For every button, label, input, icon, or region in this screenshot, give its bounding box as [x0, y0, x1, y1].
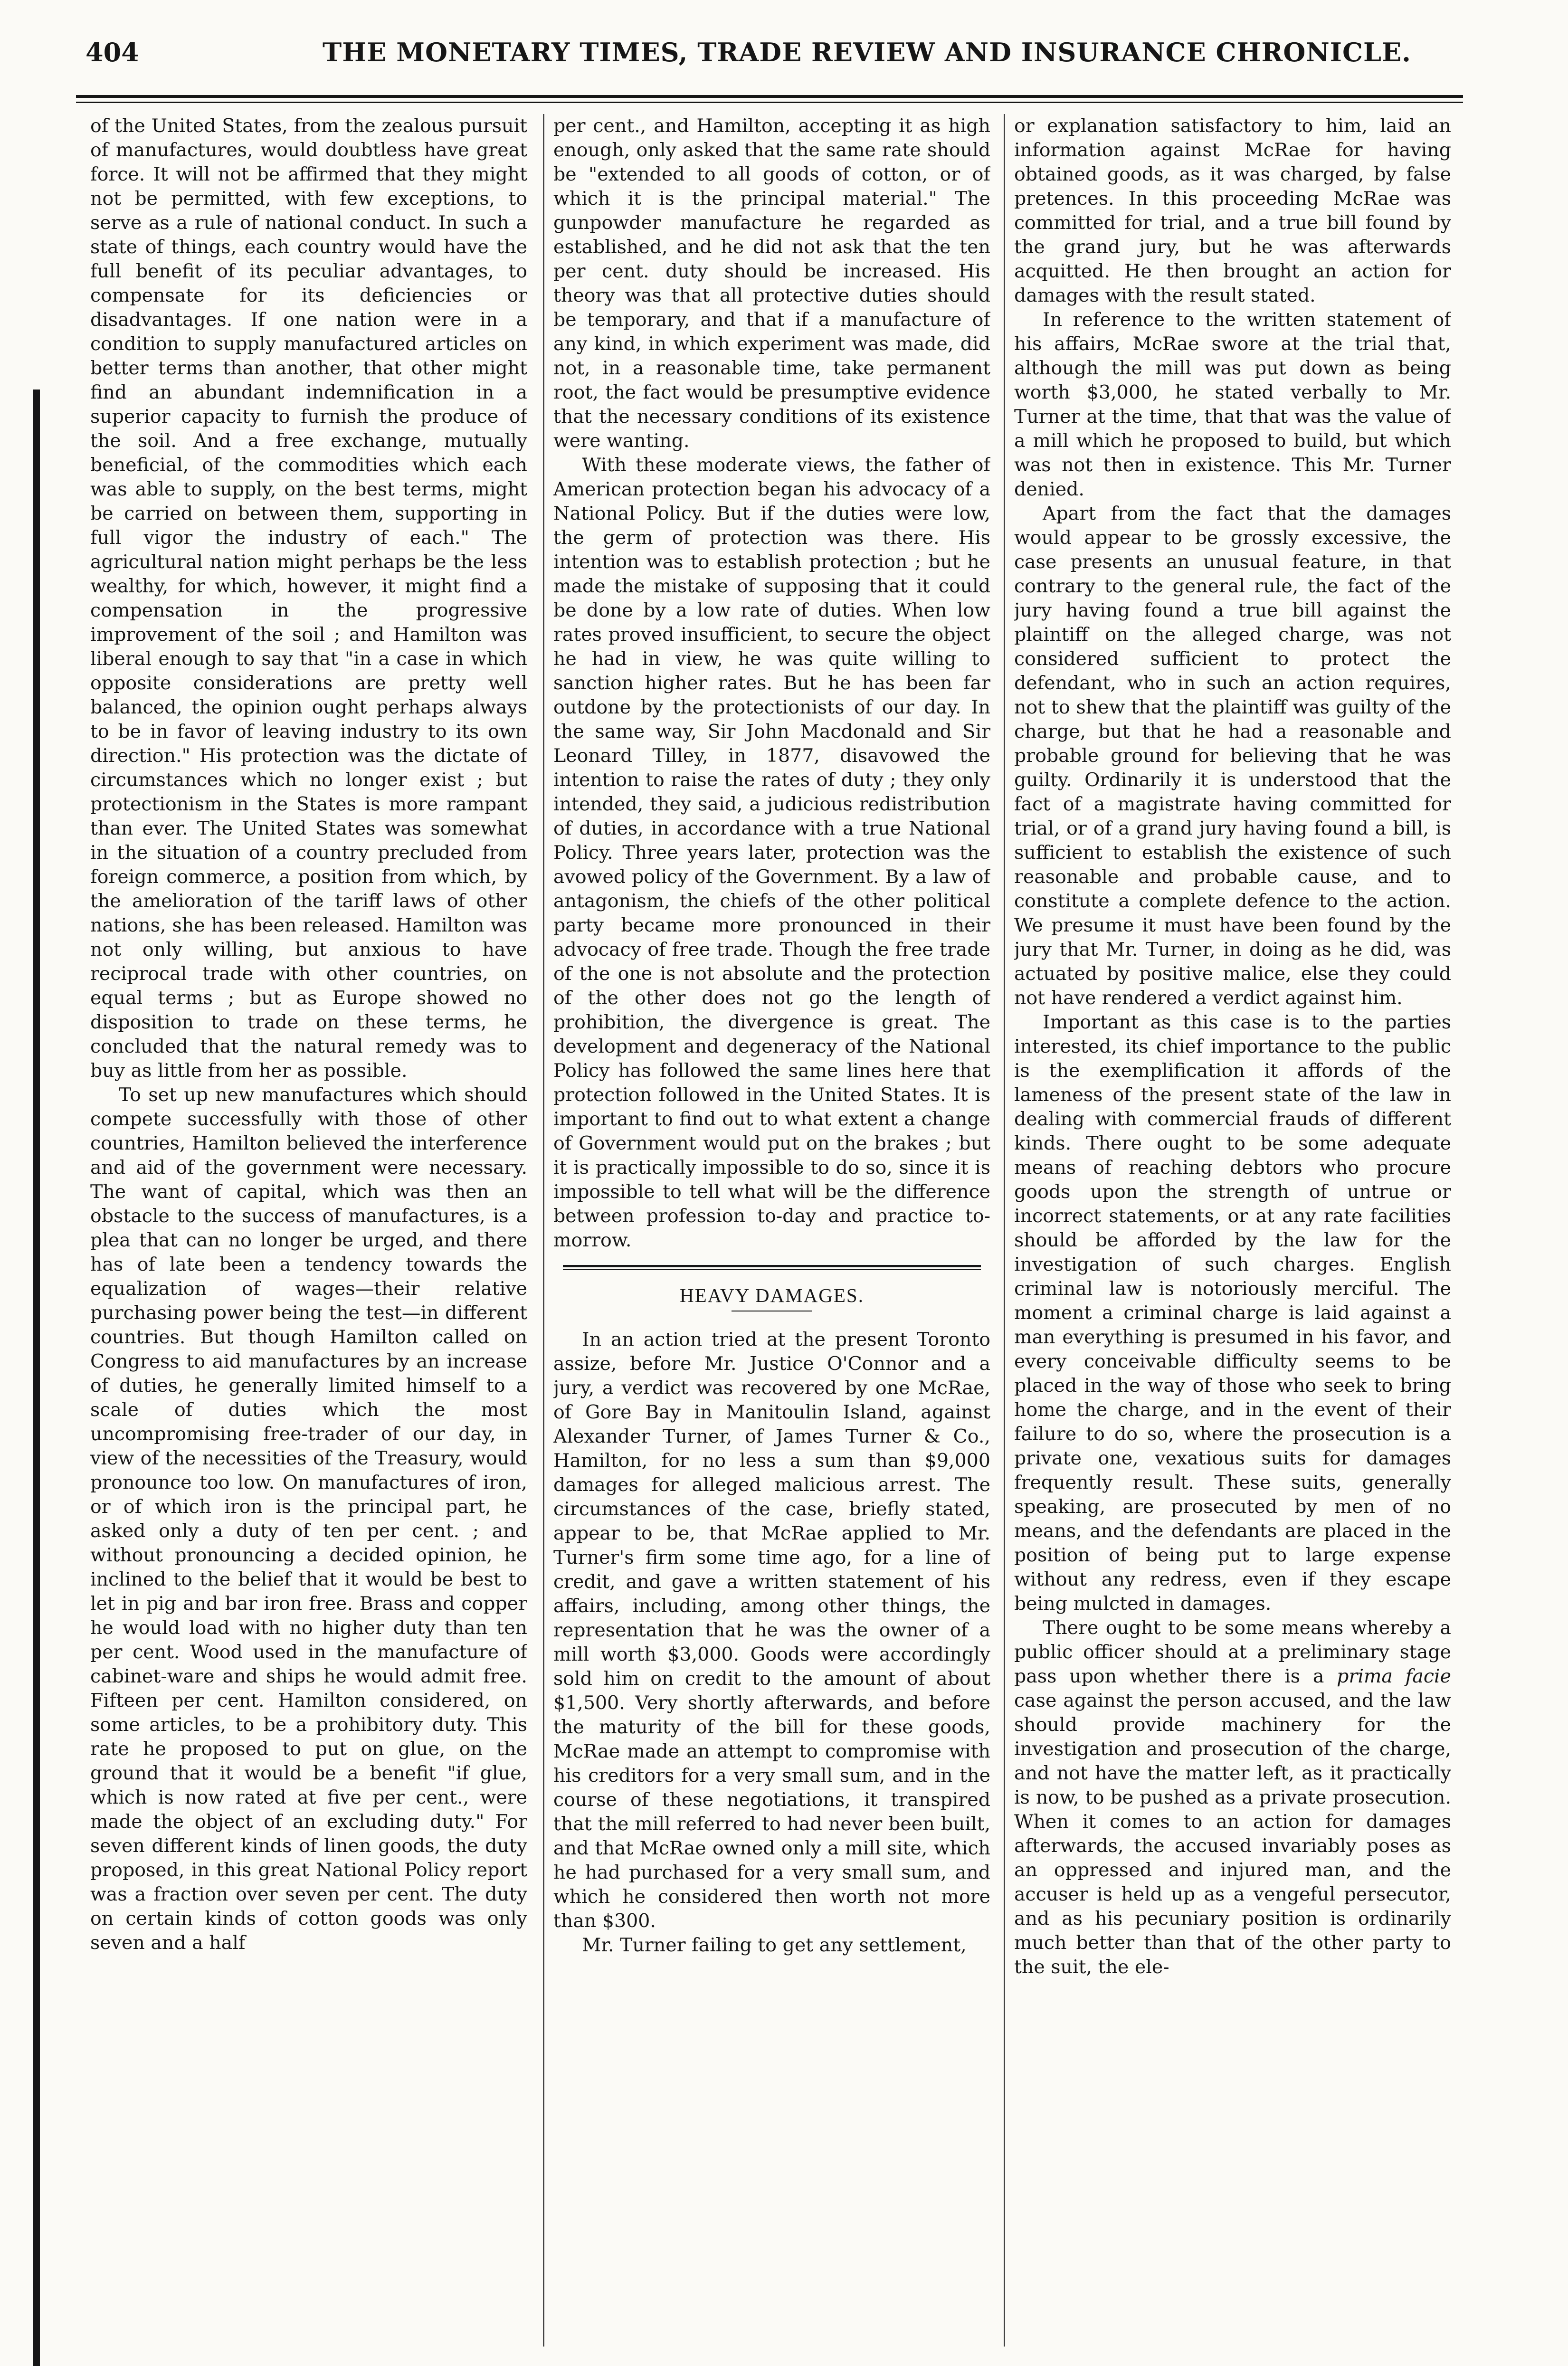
binding-edge [33, 390, 40, 2366]
paragraph: or explanation satisfactory to him, laid an information against McRae for having obtained goods, as it was charged, by false pretences. In this proceeding McRae was committed for trial, and a true bill found by the grand jury, but he was afterwards acquitted. He then brought an action for damages with the result stated. [1014, 115, 1451, 306]
text-run: There ought to be some means whereby a public officer should at a preliminary stage pass upon whether there is a [1014, 1617, 1451, 1687]
page-header [86, 32, 1458, 80]
header-rule [76, 95, 1463, 98]
italic-term: prima facie [1337, 1665, 1451, 1687]
paragraph: To set up new manufactures which should compete successfully with those of other countries, Hamilton believed the interference and aid of the government were necessary. The want of capital, which was then an obstacle to the success of manufactures, is a plea that can no longer be urged, and there has of late been a tendency towards the equalization of wages—their relative purchasing power being the test—in different countries. But though Hamilton called on Congress to aid manufactures by an increase of duties, he generally limited himself to a scale of duties which the most uncompromising free-trader of our day, in view of the necessities of the Treasury, would pronounce too low. On manufactures of iron, or of which iron is the principal part, he asked only a duty of ten per cent. ; and without pronouncing a decided opinion, he inclined to the belief that it would be best to let in pig and bar iron free. Brass and copper he would load with no higher duty than ten per cent. Wood used in the manufacture of cabinet-ware and ships he would admit free. Fifteen per cent. Hamilton considered, on some articles, to be a prohibitory duty. This rate he proposed to put on glue, on the ground that it would be a benefit "if glue, which is now rated at five per cent., were made the object of an excluding duty." For seven different kinds of linen goods, the duty proposed, in this great National Policy report was a fraction over seven per cent. The duty on certain kinds of cotton goods was only seven and a half [90, 1084, 527, 1954]
paragraph: With these moderate views, the father of American protection began his advocacy of a National Policy. But if the duties were low, the germ of protection was there. His intention was to establish protection ; but he made the mistake of supposing that it could be done by a low rate of duties. When low rates proved insufficient, to secure the object he had in view, he was quite willing to sanction higher rates. But he has been far outdone by the protectionists of our day. In the same way, Sir John Macdonald and Sir Leonard Tilley, in 1877, disavowed the intention to raise the rates of duty ; they only intended, they said, a judicious redistribution of duties, in accordance with a true National Policy. Three years later, protection was the avowed policy of the Government. By a law of antagonism, the chiefs of the other political party became more pronounced in their advocacy of free trade. Though the free trade of the one is not absolute and the protection of the other does not go the length of prohibition, the divergence is great. The development and degeneracy of the National Policy has followed the same lines here that protection followed in the United States. It is important to find out to what extent a change of Government would put on the brakes ; but it is practically impossible to do so, since it is impossible to tell what will be the difference between profession to-day and practice to-morrow. [553, 454, 990, 1251]
column-divider [1004, 114, 1005, 2347]
running-head: THE MONETARY TIMES, TRADE REVIEW AND INSURANCE CHRONICLE. [323, 37, 1411, 67]
column-divider [543, 114, 544, 2347]
paragraph: Apart from the fact that the damages would appear to be grossly excessive, the case presents an unusual feature, in that contrary to the general rule, the fact of the jury having found a true bill against the plaintiff on the alleged charge, was not considered sufficient to protect the defendant, who in such an action requires, not to shew that the plaintiff was guilty of the charge, but that he had a reasonable and probable ground for believing that he was guilty. Ordinarily it is understood that the fact of a magistrate having committed for trial, or of a grand jury having found a bill, is sufficient to establish the existence of such reasonable and probable cause, and to constitute a complete defence to the action. We presume it must have been found by the jury that Mr. Turner, in doing as he did, was actuated by positive malice, else they could not have rendered a verdict against him. [1014, 503, 1451, 1009]
paragraph: per cent., and Hamilton, accepting it as high enough, only asked that the same rate should be "extended to all goods of cotton, or of which it is the principal material." The gunpowder manufacture he regarded as established, and he did not ask that the ten per cent. duty should be increased. His theory was that all protective duties should be temporary, and that if a manufacture of any kind, in which experiment was made, did not, in a reasonable time, take permanent root, the fact would be presumptive evidence that the necessary conditions of its existence were wanting. [553, 115, 990, 452]
column-2 [553, 114, 990, 2347]
section-rule-thin [563, 1269, 981, 1270]
page-number: 404 [86, 37, 139, 67]
text-run: case against the person accused, and the law should provide machinery for the investigation and prosecution of the charge, and not have the matter left, as it practically is now, to be pushed as a private prosecution. When it comes to an action for damages afterwards, the accused invariably poses as an oppressed and injured man, and the accuser is held up as a vengeful persecutor, and as his pecuniary position is ordinarily much better than that of the other party to the suit, the ele- [1014, 1690, 1451, 1978]
column-1 [90, 114, 527, 2347]
paragraph: Mr. Turner failing to get any settlement, [582, 1934, 967, 1956]
paragraph: In an action tried at the present Toronto assize, before Mr. Justice O'Connor and a jury, a verdict was recovered by one McRae, of Gore Bay in Manitoulin Island, against Alexander Turner, of James Turner & Co., Hamilton, for no less a sum than $9,000 damages for alleged malicious arrest. The circumstances of the case, briefly stated, appear to be, that McRae applied to Mr. Turner's firm some time ago, for a line of credit, and gave a written statement of his affairs, including, among other things, the representation that he was the owner of a mill worth $3,000. Goods were accordingly sold him on credit to the amount of about $1,500. Very shortly afterwards, and before the maturity of the bill for these goods, McRae made an attempt to compromise with his creditors for a very small sum, and in the course of these negotiations, it transpired that the mill referred to had never been built, and that McRae owned only a mill site, which he had purchased for a very small sum, and which he considered then worth not more than $300. [553, 1329, 990, 1932]
article-heading: HEAVY DAMAGES. [680, 1284, 864, 1306]
header-rule-thin [76, 102, 1463, 103]
paragraph: of the United States, from the zealous pursuit of manufactures, would doubtless have great force. It will not be affirmed that they might not be permitted, with few exceptions, to serve as a rule of national conduct. In such a state of things, each country would have the full benefit of its peculiar advantages, to compensate for its deficiencies or disadvantages. If one nation were in a condition to supply manufactured articles on better terms than another, that other might find an abundant indemnification in a superior capacity to furnish the produce of the soil. And a free exchange, mutually beneficial, of the commodities which each was able to supply, on the best terms, might be carried on between them, supporting in full vigor the industry of each." The agricultural nation might perhaps be the less wealthy, for which, however, it might find a compensation in the progressive improvement of the soil ; and Hamilton was liberal enough to say that "in a case in which opposite considerations are pretty well balanced, the opinion ought perhaps always to be in favor of leaving industry to its own direction." His protection was the dictate of circumstances which no longer exist ; but protectionism in the States is more rampant than ever. The United States was somewhat in the situation of a country precluded from foreign commerce, a position from which, by the amelioration of the tariff laws of other nations, she has been released. Hamilton was not only willing, but anxious to have reciprocal trade with other countries, on equal terms ; but as Europe showed no disposition to trade on these terms, he concluded that the natural remedy was to buy as little from her as possible. [90, 115, 527, 1082]
column-3 [1014, 114, 1451, 2347]
paragraph [1014, 1616, 1451, 1979]
paragraph: Important as this case is to the parties interested, its chief importance to the public is the exemplification it affords of the lameness of the present state of the law in dealing with commercial frauds of different kinds. There ought to be some adequate means of reaching debtors who procure goods upon the strength of untrue or incorrect statements, or at any rate facilities should be afforded by the law for the investigation of such charges. English criminal law is notoriously merciful. The moment a criminal charge is laid against a man everything is presumed in his favor, and every conceivable difficulty seems to be placed in the way of those who seek to bring home the charge, and in the event of their failure to do so, where the prosecution is a private one, vexatious suits for damages frequently result. These suits, generally speaking, are prosecuted by men of no means, and the defendants are placed in the position of being put to large expense without any redress, even if they escape being mulcted in damages. [1014, 1011, 1451, 1615]
section-rule [563, 1265, 981, 1267]
paragraph: In reference to the written statement of his affairs, McRae swore at the trial that, although the mill was put down as being worth $3,000, he stated verbally to Mr. Turner at the time, that that was the value of a mill which he proposed to build, but which was not then in existence. This Mr. Turner denied. [1014, 309, 1451, 500]
